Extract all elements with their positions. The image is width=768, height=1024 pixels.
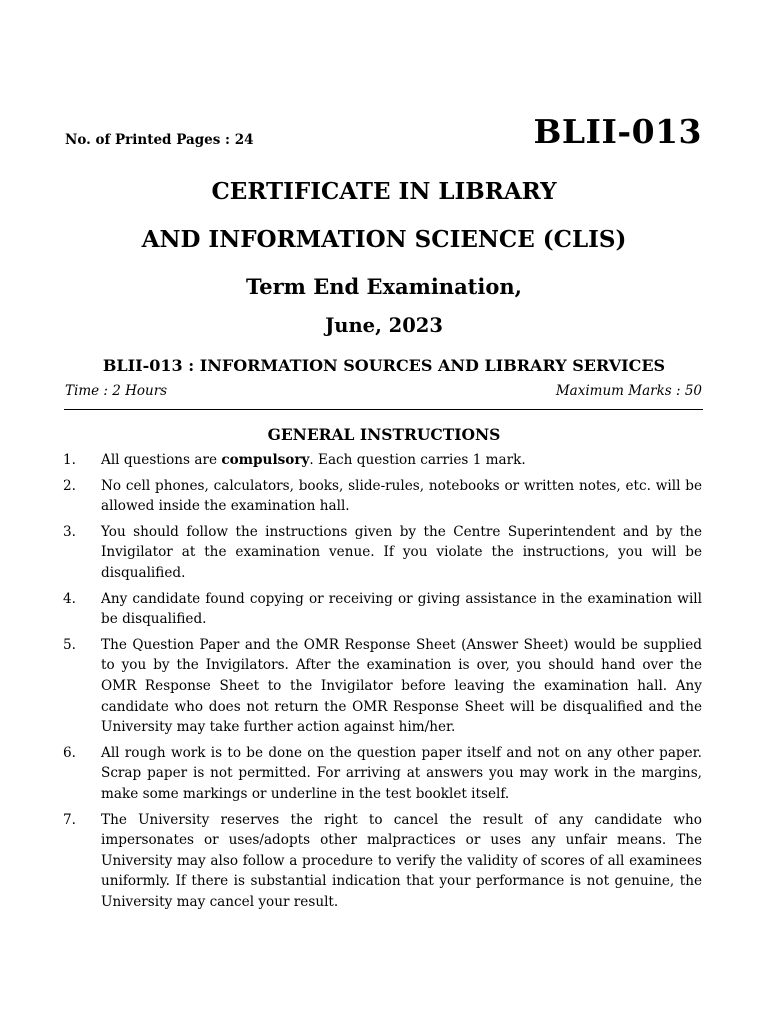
instruction-item [63,522,702,584]
instruction-text: The Question Paper and the OMR Response Sheet (Answer Sheet) would be supplied to you by the Invigilators. After the examination is over, you should hand over the OMR Response Sheet to the Invigilator before leaving the examination hall. Any candidate who does not return the OMR Response Sheet will be disqualified and the University may take further action against him/her. [101,636,702,736]
instruction-text: The University reserves the right to cancel the result of any candidate who impersonates or uses/adopts other malpractices or uses any unfair means. The University may also follow a procedure to verify the validity of scores of all examinees uniformly. If there is substantial indication that your performance is not genuine, the University may cancel your result. [101,811,702,910]
programme-title-line2: AND INFORMATION SCIENCE (CLIS) [141,226,627,253]
instructions-list [63,450,702,917]
instruction-number: 3. [63,523,76,540]
instruction-number: 7. [63,811,76,828]
paper-code: BLII-013 [533,112,702,151]
printed-pages-count: No. of Printed Pages : 24 [65,132,254,148]
exam-session: June, 2023 [325,314,443,337]
instruction-emphasis: compulsory [221,452,310,468]
instruction-item [63,476,702,517]
instruction-number: 6. [63,744,76,761]
instruction-text: No cell phones, calculators, books, slide-rules, notebooks or written notes, etc. will be allowed inside the examination hall. [101,477,702,515]
instruction-text-part: All questions are [101,452,222,468]
exam-duration: Time : 2 Hours [65,383,168,399]
instruction-number: 5. [63,636,76,653]
instruction-text-part: . Each question carries 1 mark. [309,452,526,468]
instruction-number: 2. [63,477,76,494]
instruction-item [63,450,702,471]
divider-line [64,409,703,410]
course-title: BLII-013 : INFORMATION SOURCES AND LIBRARY SERVICES [102,356,666,375]
programme-title-line1: CERTIFICATE IN LIBRARY [211,178,557,205]
exam-name: Term End Examination, [246,274,522,299]
instruction-item [63,635,702,738]
instruction-text [101,450,702,471]
instruction-item [63,810,702,913]
instruction-item [63,589,702,630]
header-row [65,112,702,162]
instruction-number: 1. [63,452,76,468]
instructions-heading: GENERAL INSTRUCTIONS [267,425,501,444]
maximum-marks: Maximum Marks : 50 [555,383,702,399]
instruction-number: 4. [63,590,76,607]
instruction-item [63,743,702,805]
instruction-text: Any candidate found copying or receiving or giving assistance in the examination will be disqualified. [101,590,702,628]
instruction-text: You should follow the instructions given by the Centre Superintendent and by the Invigilator at the examination venue. If you violate the instructions, you will be disqualified. [101,523,702,581]
instruction-text: All rough work is to be done on the question paper itself and not on any other paper. Scrap paper is not permitted. For arriving at answers you may work in the margins, make some markings or underline in the test booklet itself. [101,744,702,802]
exam-meta-row [65,383,702,403]
